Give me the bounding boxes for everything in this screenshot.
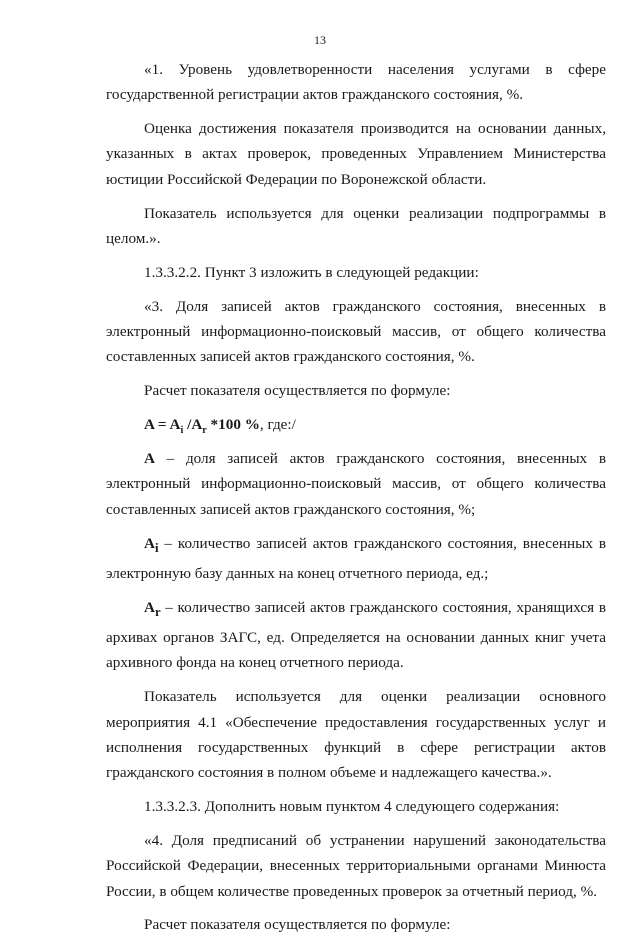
definition-a-symbol: A xyxy=(144,450,155,468)
definition-ai xyxy=(106,531,606,587)
definition-a-dash: – xyxy=(154,450,186,468)
formula-sub-i: i xyxy=(180,425,184,437)
paragraph-indicator-1: «1. Уровень удовлетворенности населения услугами в сфере государственной регистрации актов гражданского состояния, %. xyxy=(106,61,606,104)
paragraph-indicator-3: «3. Доля записей актов гражданского состояния, внесенных в электронный информационно-поисковый массив, от общего количества составленных записей актов гражданского состояния, %. xyxy=(106,297,606,366)
paragraph-indicator-1-evaluation: Оценка достижения показателя производится на основании данных, указанных в актах проверок, проведенных Управлением Министерства юстиции Российской Федерации по Воронежской области. xyxy=(106,120,606,188)
definition-a xyxy=(106,446,606,522)
definition-ai-text: количество записей актов гражданского состояния, внесенных в электронную базу данных на конец отчетного периода, ед.; xyxy=(106,534,606,582)
document-body xyxy=(106,57,606,946)
formula-sub-r: r xyxy=(202,425,207,437)
definition-ar-text: количество записей актов гражданского состояния, хранящихся в архивах органов ЗАГС, ед. Определяется на основании данных книг учета архивного фонда на конец отчетного периода. xyxy=(106,598,607,672)
definition-ar-symbol: A xyxy=(144,598,155,616)
paragraph-amendment-1-3-3-2-2: 1.3.3.2.2. Пункт 3 изложить в следующей редакции: xyxy=(144,263,479,281)
formula-divisor: /A xyxy=(183,416,203,434)
paragraph-amendment-1-3-3-2-3: 1.3.3.2.3. Дополнить новым пунктом 4 следующего содержания: xyxy=(144,798,560,816)
formula-multiplier: *100 % xyxy=(206,416,260,434)
paragraph-formula-intro-1: Расчет показателя осуществляется по формуле: xyxy=(144,382,451,400)
definition-ar-sub: r xyxy=(154,604,161,619)
paragraph-indicator-1-usage: Показатель используется для оценки реализации подпрограммы в целом.». xyxy=(106,204,606,247)
definition-ar xyxy=(106,595,606,676)
page-number: 13 xyxy=(314,33,326,47)
formula-lhs: A = A xyxy=(144,416,181,434)
formula-tail: , где:/ xyxy=(259,416,296,434)
paragraph-formula-intro-2: Расчет показателя осуществляется по формуле: xyxy=(144,916,451,934)
definition-ai-symbol: A xyxy=(144,534,155,552)
definition-a-text: доля записей актов гражданского состояния, внесенных в электронный информационно-поисковый массив, от общего количества составленных записей актов гражданского состояния, %; xyxy=(106,450,607,518)
paragraph-indicator-3-usage: Показатель используется для оценки реализации основного мероприятия 4.1 «Обеспечение предоставления государственных услуг и исполнения государственных функций в сфере регистрации актов гражданского состояния в полном объеме и надлежащего качества.». xyxy=(106,688,606,782)
definition-ar-dash: – xyxy=(160,598,178,616)
definition-ai-sub: i xyxy=(154,540,159,555)
definition-ai-dash: – xyxy=(158,534,178,552)
paragraph-indicator-4: «4. Доля предписаний об устранении нарушений законодательства Российской Федерации, внесенных территориальными органами Минюста России, в общем количестве проведенных проверок за отчетный период, %. xyxy=(106,831,606,900)
formula-line xyxy=(106,412,606,437)
